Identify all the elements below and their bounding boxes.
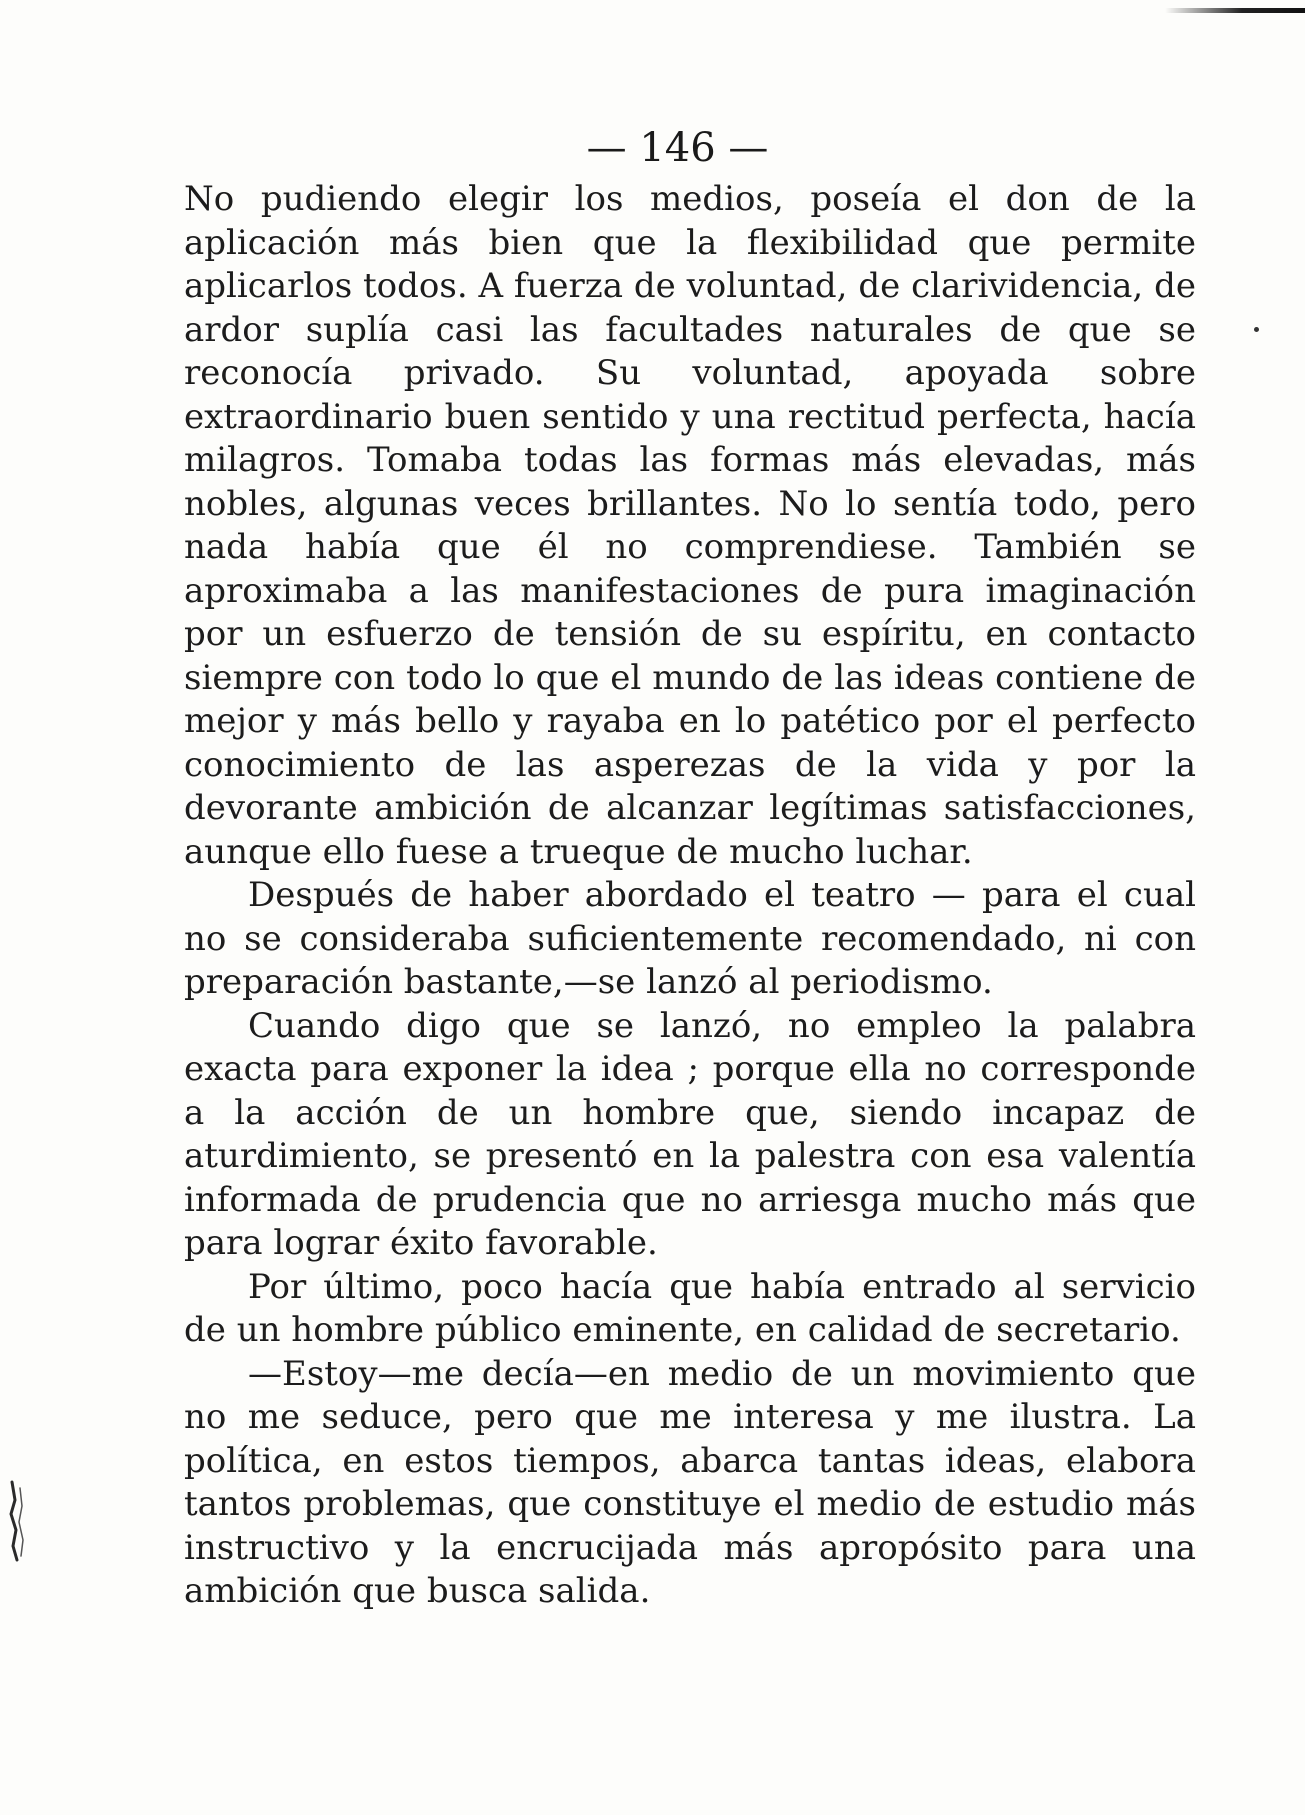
paragraph-1: No pudiendo elegir los medios, poseía el don de la aplicación más bien que la flexibilidad que permite aplicarlos todos. A fuerza de voluntad, de clarividencia, de ardor suplía casi las facultades naturales de que se reconocía privado. Su voluntad, apoyada sobre extraordinario buen sentido y una rectitud perfecta, hacía milagros. Tomaba todas las formas más elevadas, más nobles, algunas veces brillantes. No lo sentía todo, pero nada había que él no comprendiese. También se aproximaba a las manifestaciones de pura imaginación por un esfuerzo de tensión de su espíritu, en contacto siempre con todo lo que el mundo de las ideas contiene de mejor y más bello y rayaba en lo patético por el perfecto conocimiento de las asperezas de la vida y por la devorante ambición de alcanzar legítimas satisfacciones, aunque ello fuese a trueque de mucho luchar. [184,179,1196,872]
page-number: — 146 — [586,125,769,171]
paragraph-3: Cuando digo que se lanzó, no empleo la palabra exacta para exponer la idea ; porque ella no corresponde a la acción de un hombre que, siendo incapaz de aturdimiento, se presentó en la palestra con esa valentía informada de prudencia que no arriesga mucho más que para lograr éxito favorable. [184,1005,1196,1263]
margin-ink-dot [1254,327,1259,332]
margin-stain-mark [6,1480,32,1562]
body-text [184,178,1196,1614]
paragraph-4: Por último, poco hacía que había entrado al servicio de un hombre público eminente, en calidad de secretario. [184,1266,1196,1350]
paragraph-2: Después de haber abordado el teatro — para el cual no se consideraba suficientemente recomendado, ni con preparación bastante,—se lanzó al periodismo. [184,875,1196,1002]
scan-edge-mark [1165,8,1305,13]
paragraph-5: —Estoy—me decía—en medio de un movimiento que no me seduce, pero que me interesa y me ilustra. La política, en estos tiempos, abarca tantas ideas, elabora tantos problemas, que constituye el medio de estudio más instructivo y la encrucijada más apropósito para una ambición que busca salida. [184,1353,1196,1611]
